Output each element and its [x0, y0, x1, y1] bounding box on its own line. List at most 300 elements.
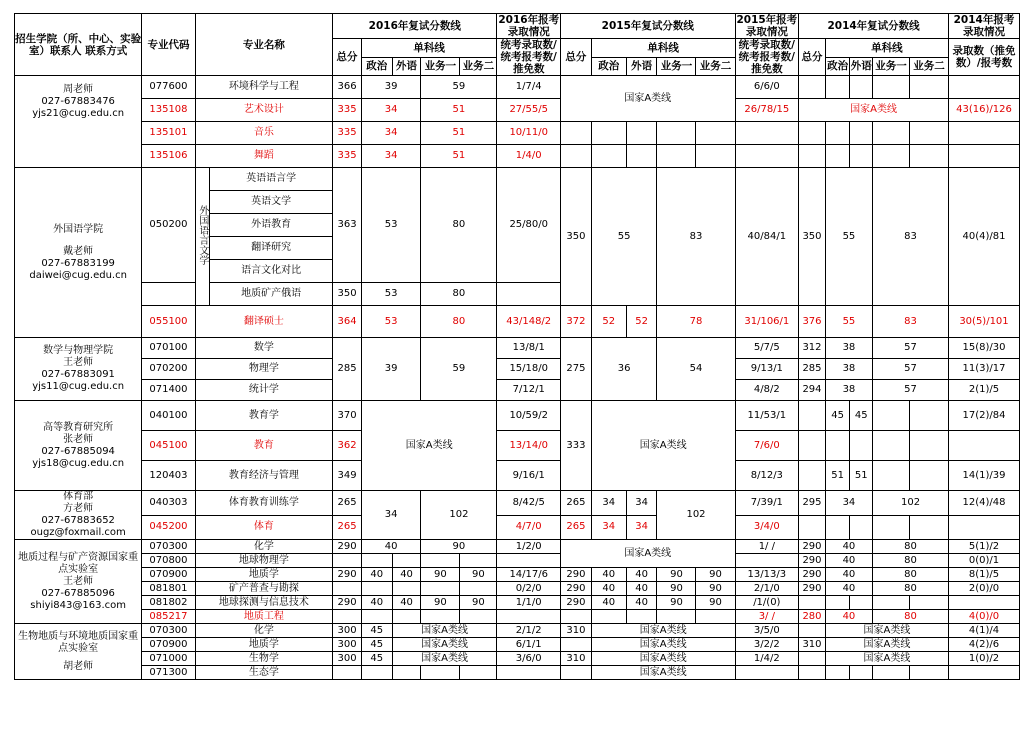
contact-email: yjs18@cug.edu.cn: [32, 457, 125, 469]
biz-cell: 54: [657, 338, 735, 401]
report-cell: 3/ /: [735, 610, 799, 624]
report-cell: 12(4)/48: [949, 491, 1020, 516]
report-cell: 5/7/5: [735, 338, 799, 359]
politics-cell: 34: [591, 515, 626, 540]
foreign-cell: 34: [626, 515, 657, 540]
name-cell: 生态学: [195, 666, 333, 680]
politics-cell: 40: [361, 596, 392, 610]
table-row: [15, 638, 1020, 652]
biz-cell: 51: [421, 99, 497, 122]
class-a-cell: 国家A类线: [561, 540, 735, 568]
pf-cell: 36: [591, 338, 657, 401]
report-cell: 1/ /: [735, 540, 799, 554]
contact-phone: 027-67883476: [41, 95, 115, 107]
vertical-group-label: 外国语言文学: [195, 168, 209, 306]
class-a-cell: 国家A类线: [799, 99, 949, 122]
single-header-2016: 单科线: [361, 39, 497, 58]
report-cell: 2(1)/5: [949, 380, 1020, 401]
report-cell: 4(0)/0: [949, 610, 1020, 624]
name-cell: 体育: [195, 515, 333, 540]
contact-phone: 027-67885094: [41, 445, 115, 457]
report-cell: 8(1)/5: [949, 568, 1020, 582]
biz1-cell: 90: [657, 582, 696, 596]
table-row: [15, 491, 1020, 516]
score-2015-header: 2015年复试分数线: [561, 14, 735, 39]
biz1-2015: 业务一: [657, 57, 696, 76]
name-cell: 生物学: [195, 652, 333, 666]
code-cell: 077600: [142, 76, 195, 99]
biz-cell: 83: [657, 168, 735, 306]
table-row: [15, 401, 1020, 431]
foreign-cell: 40: [626, 568, 657, 582]
politics-cell: 40: [591, 582, 626, 596]
report-2015-header: 2015年报考录取情况: [736, 14, 798, 38]
college-cell: [15, 540, 142, 624]
contact-name: 方老师: [63, 503, 94, 514]
total-cell: 295: [799, 491, 826, 516]
sub-major: 翻译研究: [210, 237, 333, 260]
college-name: 数学与物理学院: [43, 345, 114, 356]
college-header: 招生学院（所、中心、实验室）联系人 联系方式: [15, 14, 142, 76]
total-cell: 280: [799, 610, 826, 624]
table-row: [15, 652, 1020, 666]
college-cell: [15, 168, 142, 338]
name-cell: 舞蹈: [195, 145, 333, 168]
pf-cell: 39: [361, 338, 421, 401]
table-row: [15, 359, 1020, 380]
biz2-2014: 业务二: [909, 57, 948, 76]
name-cell: 化学: [195, 540, 333, 554]
total-cell: 366: [333, 76, 362, 99]
biz2-cell: 90: [696, 568, 735, 582]
foreign-2014: 外语: [850, 57, 873, 76]
name-cell: 物理学: [195, 359, 333, 380]
report-cell: 14/17/6: [497, 568, 561, 582]
report-cell: 14(1)/39: [949, 461, 1020, 491]
pf-cell: 38: [825, 338, 872, 359]
total-cell: 350: [799, 168, 826, 306]
code-cell: 070900: [142, 638, 195, 652]
class-a-cell: 国家A类线: [361, 401, 497, 491]
college-name: 体育部: [63, 491, 94, 502]
name-cell: 地质学: [195, 638, 333, 652]
report-cell: 8/12/3: [735, 461, 799, 491]
class-a-cell: 国家A类线: [825, 624, 948, 638]
biz-cell: 102: [657, 491, 735, 540]
total-cell: 265: [333, 491, 362, 516]
biz-cell: 102: [421, 491, 497, 540]
politics-cell: 45: [361, 652, 392, 666]
biz-cell: 80: [873, 554, 949, 568]
name-cell: 艺术设计: [195, 99, 333, 122]
politics-cell: 51: [825, 461, 850, 491]
contact-name: 周老师: [63, 83, 94, 95]
name-cell: 数学: [195, 338, 333, 359]
code-cell: 135106: [142, 145, 195, 168]
total-cell: 300: [333, 652, 362, 666]
college-cell: [15, 401, 142, 491]
name-cell: 地球物理学: [195, 554, 333, 568]
name-header: 专业名称: [195, 14, 333, 76]
total-cell: 310: [561, 652, 592, 666]
biz2-cell: 90: [696, 596, 735, 610]
biz-cell: 80: [873, 568, 949, 582]
class-a-cell: 国家A类线: [392, 652, 497, 666]
total-cell: 290: [561, 582, 592, 596]
code-cell: 070300: [142, 540, 195, 554]
total-cell: 275: [561, 338, 592, 401]
report-cell: 1/4/0: [497, 145, 561, 168]
report-2014-header: 2014年报考录取情况: [949, 14, 1020, 39]
report-cell: 1/4/2: [735, 652, 799, 666]
politics-cell: 45: [825, 401, 850, 431]
report-cell: 1/2/0: [497, 540, 561, 554]
foreign-cell: 40: [626, 596, 657, 610]
pf-cell: 53: [361, 168, 421, 283]
sub-major: 英语文学: [210, 191, 333, 214]
college-cell: [15, 76, 142, 168]
report-cell: 43(16)/126: [949, 99, 1020, 122]
class-a-cell: 国家A类线: [392, 624, 497, 638]
contact-name: 王老师: [63, 575, 94, 587]
total-header-2015: 总分: [561, 39, 592, 76]
pf-cell: 34: [825, 491, 872, 516]
table-row: [15, 306, 1020, 338]
biz-cell: 80: [873, 582, 949, 596]
contact-phone: 027-67885096: [41, 587, 115, 599]
table-row: [15, 99, 1020, 122]
contact-name: 戴老师: [63, 245, 94, 257]
report-cell: 4/7/0: [497, 515, 561, 540]
biz2-cell: 90: [460, 596, 497, 610]
report-cell: 6/1/1: [497, 638, 561, 652]
contact-phone: 027-67883652: [41, 515, 115, 526]
report-cell: 43/148/2: [497, 306, 561, 338]
total-header-2014: 总分: [799, 39, 826, 76]
total-cell: 265: [561, 491, 592, 516]
biz-cell: 102: [873, 491, 949, 516]
pf-cell: 34: [361, 122, 421, 145]
politics-2016: 政治: [361, 57, 392, 76]
name-cell: 统计学: [195, 380, 333, 401]
class-a-cell: 国家A类线: [591, 401, 735, 491]
report-cell: 7/12/1: [497, 380, 561, 401]
name-cell: 化学: [195, 624, 333, 638]
pf-cell: 55: [825, 168, 872, 306]
code-cell: 120403: [142, 461, 195, 491]
total-header-2016: 总分: [333, 39, 362, 76]
contact-email: yjs21@cug.edu.cn: [32, 107, 125, 119]
pf-cell: 39: [361, 76, 421, 99]
code-cell: 071000: [142, 652, 195, 666]
biz-cell: 57: [873, 359, 949, 380]
foreign-2015: 外语: [626, 57, 657, 76]
biz-cell: 59: [421, 338, 497, 401]
report-cell: 2/1/2: [497, 624, 561, 638]
report-cell: 17(2)/84: [949, 401, 1020, 431]
table-row: [15, 338, 1020, 359]
biz-cell: 83: [873, 168, 949, 306]
report-cell: 9/13/1: [735, 359, 799, 380]
contact-name: 胡老师: [63, 660, 94, 672]
politics-cell: 40: [591, 596, 626, 610]
contact-email: shiyi843@163.com: [30, 599, 126, 611]
foreign-cell: 45: [850, 401, 873, 431]
code-cell: 085217: [142, 610, 195, 624]
code-cell: 070100: [142, 338, 195, 359]
biz-cell: 80: [421, 306, 497, 338]
code-cell: 055100: [142, 306, 195, 338]
biz2-2016: 业务二: [460, 57, 497, 76]
total-cell: 370: [333, 401, 362, 431]
biz2-2015: 业务二: [696, 57, 735, 76]
table-row: [15, 540, 1020, 554]
name-cell: 地球探测与信息技术: [195, 596, 333, 610]
report-cell: 26/78/15: [735, 99, 799, 122]
code-cell: 045100: [142, 431, 195, 461]
table-row: [15, 624, 1020, 638]
politics-cell: 40: [361, 568, 392, 582]
biz1-2016: 业务一: [421, 57, 460, 76]
sub-major: 英语语言学: [210, 168, 333, 191]
report-cell: 2(0)/0: [949, 582, 1020, 596]
total-cell: 349: [333, 461, 362, 491]
report-cell: 40(4)/81: [949, 168, 1020, 306]
total-cell: 290: [333, 568, 362, 582]
total-cell: 376: [799, 306, 826, 338]
report-cell: 13/13/3: [735, 568, 799, 582]
politics-2015: 政治: [591, 57, 626, 76]
code-cell: 081802: [142, 596, 195, 610]
report-sub-2015: 统考录取数/统考报考数/推免数: [735, 39, 799, 76]
single-header-2015: 单科线: [591, 39, 735, 58]
foreign-cell: 40: [392, 596, 421, 610]
code-cell: 050200: [142, 168, 195, 283]
report-cell: 7/6/0: [735, 431, 799, 461]
report-cell: 13/8/1: [497, 338, 561, 359]
pf-cell: 38: [825, 380, 872, 401]
table-row: [15, 145, 1020, 168]
foreign-cell: 52: [626, 306, 657, 338]
table-row: [15, 596, 1020, 610]
total-cell: 285: [799, 359, 826, 380]
name-cell: 体育教育训练学: [195, 491, 333, 516]
report-cell: 3/6/0: [497, 652, 561, 666]
report-cell: 1/1/0: [497, 596, 561, 610]
college-name: 地质过程与矿产资源国家重点实验室: [18, 551, 139, 575]
biz-cell: 90: [421, 540, 497, 554]
class-a-cell: 国家A类线: [591, 638, 735, 652]
table-row: [15, 515, 1020, 540]
report-cell: /1/(0): [735, 596, 799, 610]
class-a-cell: 国家A类线: [825, 638, 948, 652]
sub-major: 语言文化对比: [210, 260, 333, 283]
report-sub-2014: 录取数（推免数）/报考数: [949, 39, 1020, 76]
class-a-cell: 国家A类线: [825, 652, 948, 666]
biz-cell: 57: [873, 380, 949, 401]
contact-email: daiwei@cug.edu.cn: [29, 269, 127, 281]
total-cell: 350: [333, 283, 362, 306]
report-cell: 40/84/1: [735, 168, 799, 306]
contact-phone: 027-67883199: [41, 257, 115, 269]
pf-cell: 34: [361, 145, 421, 168]
total-cell: 285: [333, 338, 362, 401]
sub-major: 地质矿产俄语: [210, 283, 333, 306]
total-cell: 364: [333, 306, 362, 338]
name-cell: 教育学: [195, 401, 333, 431]
total-cell: 294: [799, 380, 826, 401]
politics-cell: 40: [591, 568, 626, 582]
score-2016-header: 2016年复试分数线: [333, 14, 497, 39]
college-name: 生物地质与环境地质国家重点实验室: [18, 630, 139, 654]
class-a-cell: 国家A类线: [561, 76, 735, 122]
college-name: 外国语学院: [53, 223, 104, 235]
college-name: 高等教育研究所: [43, 421, 114, 433]
table-row: [15, 76, 1020, 99]
report-cell: 7/39/1: [735, 491, 799, 516]
report-cell: 0/2/0: [497, 582, 561, 596]
pf-cell: 55: [591, 168, 657, 306]
total-cell: 290: [799, 568, 826, 582]
class-a-cell: 国家A类线: [392, 638, 497, 652]
name-cell: 地质工程: [195, 610, 333, 624]
total-cell: 372: [561, 306, 592, 338]
total-cell: 290: [561, 596, 592, 610]
name-cell: 音乐: [195, 122, 333, 145]
name-cell: 地质学: [195, 568, 333, 582]
total-cell: 333: [561, 401, 592, 491]
name-cell: 环境科学与工程: [195, 76, 333, 99]
biz-cell: 59: [421, 76, 497, 99]
class-a-cell: 国家A类线: [591, 624, 735, 638]
code-cell: 070800: [142, 554, 195, 568]
report-cell: 31/106/1: [735, 306, 799, 338]
biz-cell: 51: [421, 145, 497, 168]
class-a-cell: 国家A类线: [591, 652, 735, 666]
report-cell: 15/18/0: [497, 359, 561, 380]
pf-cell: 40: [825, 540, 872, 554]
table-row: [15, 122, 1020, 145]
code-cell: 070300: [142, 624, 195, 638]
pf-cell: 53: [361, 306, 421, 338]
report-2016-header: 2016年报考录取情况: [498, 14, 560, 38]
college-cell: [15, 491, 142, 540]
table-row: [15, 168, 1020, 191]
report-cell: 11/53/1: [735, 401, 799, 431]
single-header-2014: 单科线: [825, 39, 948, 58]
code-cell: 070200: [142, 359, 195, 380]
total-cell: 335: [333, 145, 362, 168]
college-cell: [15, 338, 142, 401]
name-cell: 矿产普查与勘探: [195, 582, 333, 596]
total-cell: 290: [799, 554, 826, 568]
code-cell: 135108: [142, 99, 195, 122]
total-cell: 265: [333, 515, 362, 540]
total-cell: 335: [333, 122, 362, 145]
pf-cell: 40: [825, 568, 872, 582]
total-cell: 290: [561, 568, 592, 582]
biz1-cell: 90: [657, 568, 696, 582]
name-cell: 教育经济与管理: [195, 461, 333, 491]
report-cell: 0(0)/1: [949, 554, 1020, 568]
total-cell: 310: [799, 638, 826, 652]
score-2014-header: 2014年复试分数线: [799, 14, 949, 39]
biz-cell: 80: [873, 540, 949, 554]
table-row: [15, 610, 1020, 624]
table-row: [15, 380, 1020, 401]
code-cell: 135101: [142, 122, 195, 145]
total-cell: 350: [561, 168, 592, 306]
total-cell: 290: [799, 540, 826, 554]
report-cell: 30(5)/101: [949, 306, 1020, 338]
pf-cell: 34: [361, 99, 421, 122]
table-row: [15, 568, 1020, 582]
college-cell: [15, 624, 142, 680]
biz-cell: 57: [873, 338, 949, 359]
contact-name: 张老师: [63, 433, 94, 445]
total-cell: 265: [561, 515, 592, 540]
pf-cell: 40: [825, 582, 872, 596]
politics-cell: 45: [361, 624, 392, 638]
contact-phone: 027-67883091: [41, 369, 115, 380]
report-cell: 4(2)/6: [949, 638, 1020, 652]
biz2-cell: 90: [696, 582, 735, 596]
total-cell: 290: [799, 582, 826, 596]
pf-cell: 40: [825, 610, 872, 624]
report-cell: 10/11/0: [497, 122, 561, 145]
code-cell: 071300: [142, 666, 195, 680]
biz1-cell: 90: [421, 596, 460, 610]
total-cell: 290: [333, 540, 362, 554]
foreign-cell: 40: [392, 568, 421, 582]
code-cell: 040303: [142, 491, 195, 516]
sub-major: 外语教育: [210, 214, 333, 237]
report-cell: 6/6/0: [735, 76, 799, 99]
code-header: 专业代码: [142, 14, 195, 76]
pf-cell: 55: [825, 306, 872, 338]
report-cell: 1/7/4: [497, 76, 561, 99]
report-cell: 10/59/2: [497, 401, 561, 431]
table-row: [15, 666, 1020, 680]
biz-cell: 80: [421, 283, 497, 306]
table-row: [15, 461, 1020, 491]
report-cell: 13/14/0: [497, 431, 561, 461]
biz-cell: 78: [657, 306, 735, 338]
report-cell: 4(1)/4: [949, 624, 1020, 638]
code-cell: 081801: [142, 582, 195, 596]
name-cell: 教育: [195, 431, 333, 461]
biz-cell: 83: [873, 306, 949, 338]
table-row: [15, 582, 1020, 596]
foreign-cell: 40: [626, 582, 657, 596]
foreign-cell: 34: [626, 491, 657, 516]
total-cell: 312: [799, 338, 826, 359]
report-cell: 5(1)/2: [949, 540, 1020, 554]
biz1-cell: 90: [421, 568, 460, 582]
report-cell: 2/1/0: [735, 582, 799, 596]
total-cell: 310: [561, 624, 592, 638]
code-cell: 045200: [142, 515, 195, 540]
politics-cell: 34: [591, 491, 626, 516]
name-cell: 翻译硕士: [195, 306, 333, 338]
total-cell: 290: [333, 596, 362, 610]
biz-cell: 80: [873, 610, 949, 624]
report-cell: 8/42/5: [497, 491, 561, 516]
biz-cell: 80: [421, 168, 497, 283]
contact-email: ougz@foxmail.com: [30, 527, 126, 538]
table-header: [15, 14, 1020, 76]
report-sub-2016: 统考录取数/统考报考数/推免数: [497, 39, 561, 76]
